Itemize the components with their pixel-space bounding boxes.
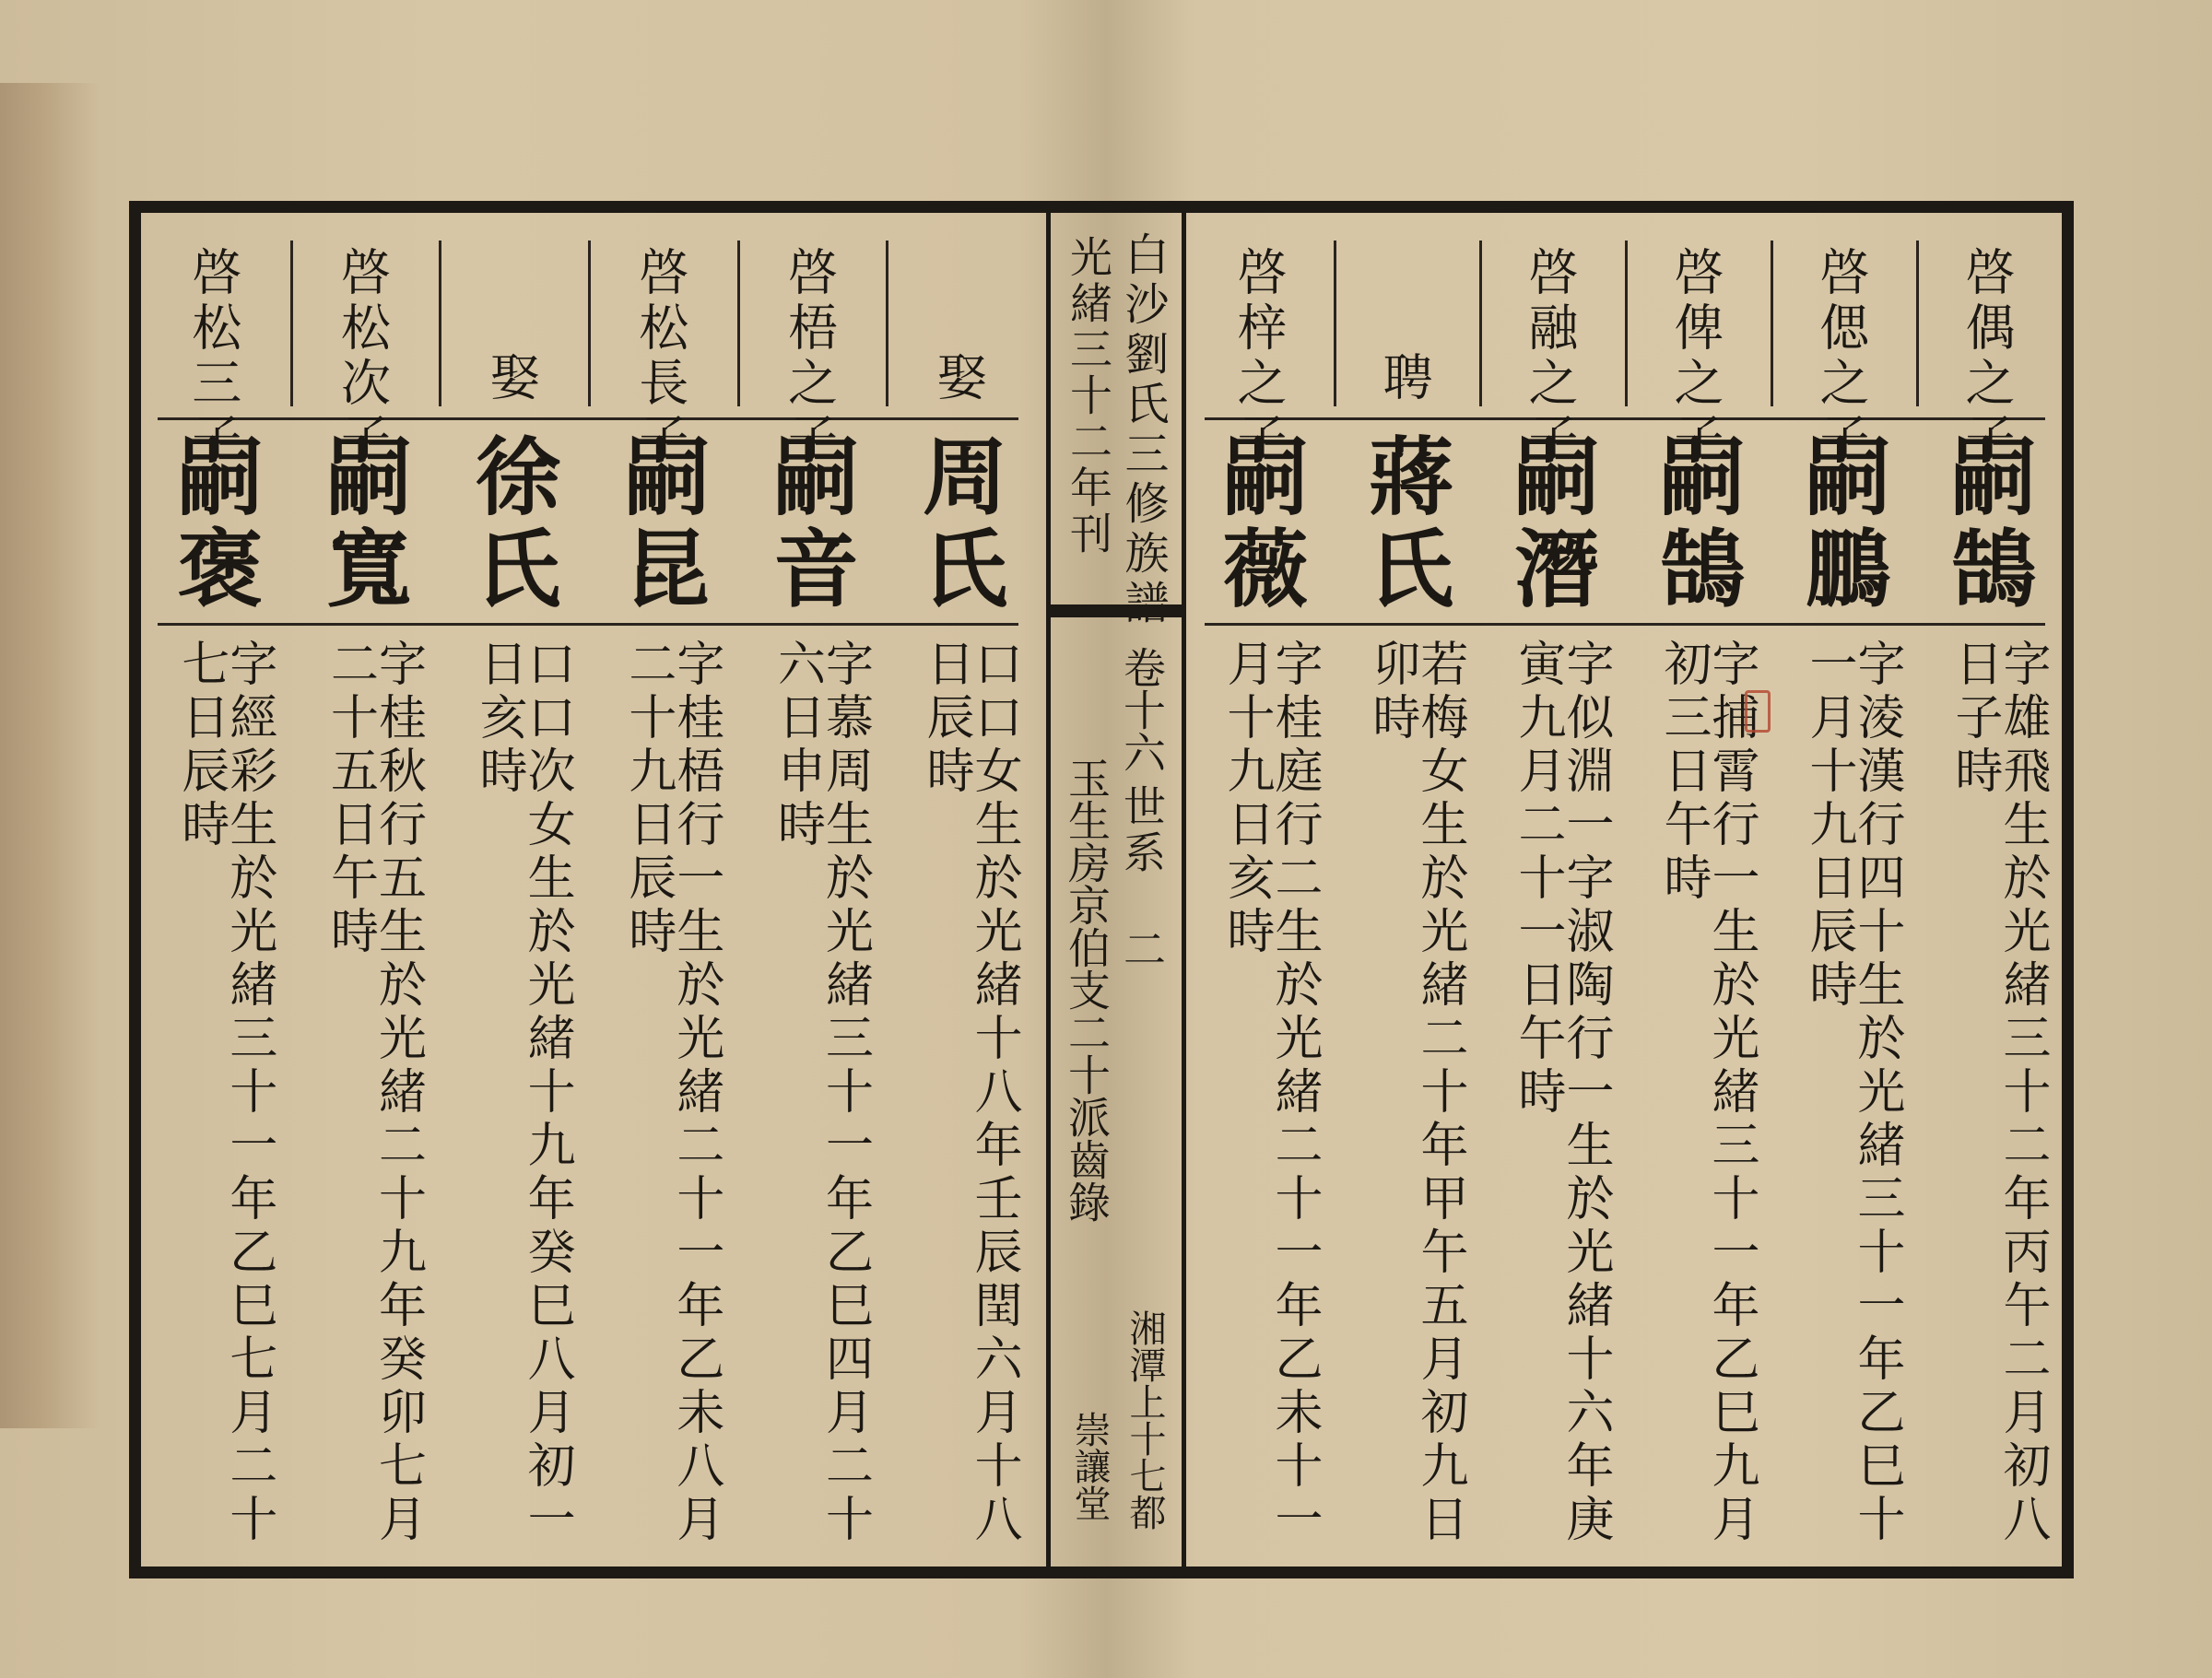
red-seal-mark bbox=[1745, 690, 1771, 733]
left_page-entry bbox=[141, 213, 290, 1567]
left_page-entry bbox=[290, 213, 440, 1567]
person-name: 嗣褒 bbox=[163, 432, 264, 616]
column-divider bbox=[737, 241, 740, 406]
parent-note: 啓松次子 bbox=[333, 246, 392, 467]
water-stain bbox=[0, 83, 101, 1428]
right_page-entry bbox=[1479, 213, 1625, 1567]
printed-frame bbox=[129, 201, 2074, 1578]
parent-note: 啓梓之子 bbox=[1230, 246, 1288, 467]
column-divider bbox=[1334, 241, 1336, 406]
person-name: 嗣鵬 bbox=[1792, 432, 1891, 616]
edition-note: 光緒三十二年刊 bbox=[1064, 235, 1113, 557]
column-divider bbox=[439, 241, 441, 406]
column-divider bbox=[588, 241, 591, 406]
parent-note: 啓融之子 bbox=[1521, 246, 1579, 467]
person-name: 嗣音 bbox=[759, 432, 860, 616]
column-divider bbox=[886, 241, 888, 406]
right_page-entry bbox=[1625, 213, 1771, 1567]
person-name: 蔣氏 bbox=[1355, 432, 1454, 616]
biography-text: 字淩漢行四十生於光緒三十一年乙巳十一月十九日辰時 bbox=[1801, 639, 1904, 1547]
person-name: 徐氏 bbox=[462, 432, 562, 616]
biography-text: 字桂庭行二生於光緒二十一年乙未十一月十九日亥時 bbox=[1218, 639, 1322, 1547]
parent-note: 聘 bbox=[1375, 351, 1433, 406]
parent-note: 啓俾之子 bbox=[1666, 246, 1724, 467]
column-divider bbox=[1771, 241, 1773, 406]
left_page-entry bbox=[588, 213, 737, 1567]
left-page bbox=[141, 213, 1035, 1567]
column-divider bbox=[290, 241, 293, 406]
person-name: 周氏 bbox=[909, 432, 1009, 616]
right_page-entry bbox=[1771, 213, 1916, 1567]
column-divider bbox=[1625, 241, 1628, 406]
biography-text: 字慕周生於光緒三十一年乙巳四月二十六日申時 bbox=[769, 639, 873, 1547]
parent-note: 啓偲之子 bbox=[1812, 246, 1870, 467]
hall-name: 崇讓堂 bbox=[1068, 1411, 1111, 1521]
place-label: 湘潭上十七都 bbox=[1124, 1309, 1166, 1531]
biography-text: 字捕霄行一生於光緒三十一年乙巳九月初三日午時 bbox=[1655, 639, 1759, 1547]
parent-note: 娶 bbox=[482, 351, 541, 406]
biography-text: 字桂秋行五生於光緒二十九年癸卯七月二十五日午時 bbox=[322, 639, 426, 1547]
column-divider bbox=[1479, 241, 1482, 406]
person-name: 嗣潛 bbox=[1500, 432, 1600, 616]
right-page bbox=[1188, 213, 2062, 1567]
right_page-entry bbox=[1916, 213, 2062, 1567]
biography-text: 口口女生於光緒十八年壬辰閏六月十八日辰時 bbox=[918, 639, 1022, 1547]
biography-text: 字似淵一字淑陶行一生於光緒十六年庚寅九月二十一日午時 bbox=[1510, 639, 1613, 1547]
biography-text: 字桂梧行一生於光緒二十一年乙未八月二十九日辰時 bbox=[619, 639, 724, 1547]
column-divider bbox=[1916, 241, 1919, 406]
left_page-entry bbox=[737, 213, 887, 1567]
biography-text: 口口次女生於光緒十九年癸巳八月初一日亥時 bbox=[471, 639, 575, 1547]
parent-note: 啓松三子 bbox=[183, 246, 242, 467]
book-spine bbox=[1046, 213, 1186, 1567]
left_page-entry bbox=[886, 213, 1035, 1567]
parent-note: 啓松長子 bbox=[630, 246, 689, 467]
left_page-entry bbox=[439, 213, 588, 1567]
biography-text: 字雄飛生於光緒三十二年丙午二月初八日子時 bbox=[1947, 639, 2050, 1547]
person-name: 嗣寬 bbox=[312, 432, 413, 616]
book-title: 白沙劉氏三修族譜 bbox=[1117, 231, 1169, 629]
branch-label: 玉生房京伯支二十派齒錄 bbox=[1062, 757, 1112, 1223]
parent-note: 娶 bbox=[929, 351, 988, 406]
person-name: 嗣昆 bbox=[610, 432, 711, 616]
fishtail-mark bbox=[1051, 604, 1182, 617]
person-name: 嗣鵠 bbox=[1937, 432, 2037, 616]
volume-label: 卷十六 bbox=[1117, 646, 1167, 773]
parent-note: 啓偶之子 bbox=[1958, 246, 2016, 467]
parent-note: 啓梧之子 bbox=[780, 246, 839, 467]
biography-text: 若梅女生於光緒二十年甲午五月初九日卯時 bbox=[1364, 639, 1467, 1547]
section-label: 世系 bbox=[1117, 784, 1167, 876]
person-name: 嗣鵠 bbox=[1646, 432, 1746, 616]
right_page-entry bbox=[1334, 213, 1479, 1567]
right_page-entry bbox=[1188, 213, 1334, 1567]
page-number: 二 bbox=[1117, 927, 1167, 969]
person-name: 嗣薇 bbox=[1209, 432, 1309, 616]
biography-text: 字經彩生於光緒三十一年乙巳七月二十七日辰時 bbox=[172, 639, 276, 1547]
